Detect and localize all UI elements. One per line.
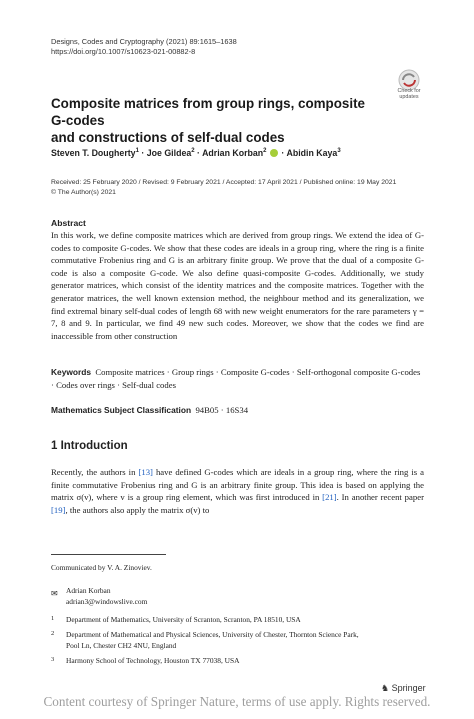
citation-link[interactable]: [19] <box>51 504 66 515</box>
author-name[interactable]: Joe Gildea <box>146 148 192 158</box>
author-name[interactable]: Steven T. Dougherty <box>51 148 136 158</box>
communicated-by: Communicated by V. A. Zinoviev. <box>51 563 152 572</box>
msc-codes: 94B05 · 16S34 <box>195 405 249 415</box>
citation-link[interactable]: [13] <box>138 467 153 477</box>
footnote-number: 1 <box>51 615 55 622</box>
corresponding-author <box>66 586 147 607</box>
author-name[interactable]: Adrian Korban <box>202 148 264 158</box>
msc-classification <box>51 405 248 415</box>
springer-horse-icon: ♞ <box>381 683 390 693</box>
citation-link[interactable]: [21] <box>322 492 337 503</box>
journal-header <box>51 37 237 57</box>
abstract-text: In this work, we define composite matrices which are derived from group rings. We extend the idea of G-codes to composite G-codes. We show that these codes are ideals in a group ring, where the ring is a finite commutative Frobenius ring and G is an arbitrary finite group. We prove that the dual of a composite G-code is also a composite G-code. We also define quasi-composite G-codes. Additionally, we study generator matrices, which consist of the identity matrices and the composite matrices. Together with the generator matrices, the well known extension method, the neighbour method and its generalization, we find extremal binary self-dual codes of length 68 with new weight enumerators for the rare parameters γ = 7, 8 and 9. In particular, we find 49 new such codes. Moreover, we show that the codes we find are inaccessible from other construction <box>51 230 424 341</box>
paper-title-line-1: Composite matrices from group rings, composite G-codes <box>51 96 365 128</box>
author-list: Steven T. Dougherty$^1$ · Joe Gildea$^2$ · Adrian Korban$^2$ · Abidin Kaya$^3$ <box>51 148 341 158</box>
keywords-text: Composite matrices · Group rings · Composite G-codes · Self-orthogonal composite G-codes · Codes over rings · Self-dual codes <box>51 367 421 390</box>
msc-label: Mathematics Subject Classification <box>51 405 192 415</box>
abstract-heading: Abstract <box>51 218 86 228</box>
footnote-divider <box>51 554 166 555</box>
affiliation-1: Department of Mathematics, University of Scranton, Scranton, PA 18510, USA <box>66 615 301 624</box>
paper-title <box>51 95 381 146</box>
corresponding-author-email[interactable]: adrian3@windowslive.com <box>66 596 148 606</box>
envelope-icon: ✉ <box>51 589 58 598</box>
affiliation-2: Department of Mathematical and Physical Sciences, University of Chester, Thornton Science Park, Pool Ln, Chester CH2 4NU, England <box>66 630 359 650</box>
keywords <box>51 366 424 391</box>
paper-title-line-2: and constructions of self-dual codes <box>51 130 285 145</box>
section-heading-introduction: 1 Introduction <box>51 440 128 452</box>
check-for-updates-label: Check for updates <box>397 88 421 100</box>
publication-dates: Received: 25 February 2020 / Revised: 9 February 2021 / Accepted: 17 April 2021 / Published online: 19 May 2021 © The Author(s) 2021 <box>51 179 397 196</box>
introduction-paragraph: Recently, the authors in [13] have defined G-codes which are ideals in a group ring, where the ring is a finite commutative Frobenius ring and G is an arbitrary finite group. This idea is based on applying the matrix σ(v), where v is a group ring element, which was first introduced in [21]. In another recent paper [19], the authors also apply the matrix σ(v) to <box>51 467 424 515</box>
corresponding-author-name: Adrian Korban <box>66 586 111 595</box>
springer-logo: ♞ Springer <box>381 683 426 693</box>
doi-link[interactable]: https://doi.org/10.1007/s10623-021-00882-8 <box>51 47 196 56</box>
keywords-label: Keywords <box>51 367 92 377</box>
journal-citation: Designs, Codes and Cryptography (2021) 89:1615–1638 <box>51 37 237 46</box>
affiliation-3: Harmony School of Technology, Houston TX 77038, USA <box>66 656 240 665</box>
author-name[interactable]: Abidin Kaya <box>286 148 338 158</box>
footnote-number: 3 <box>51 656 55 663</box>
orcid-icon[interactable] <box>270 149 278 157</box>
footnote-number: 2 <box>51 630 55 637</box>
copyright-watermark: Content courtesy of Springer Nature, terms of use apply. Rights reserved. <box>43 694 431 709</box>
